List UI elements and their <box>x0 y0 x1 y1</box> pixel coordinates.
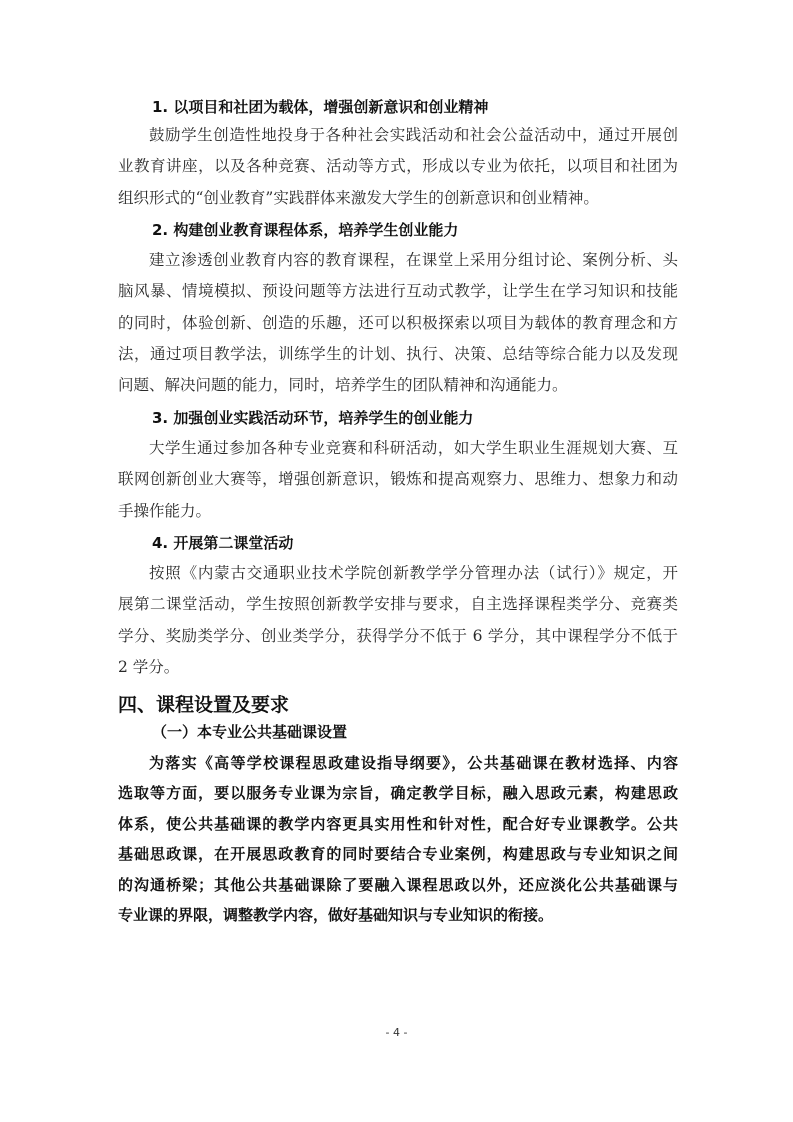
section-paragraph-2 <box>118 245 678 401</box>
paragraph-line: 鼓励学生创造性地投身于各种社会实践活动和社会公益活动中，通过开展创 <box>149 126 678 144</box>
paragraph-line: 法，通过项目教学法，训练学生的计划、执行、决策、总结等综合能力以及发现 <box>118 344 678 363</box>
paragraph-line: 问题、解决问题的能力，同时，培养学生的团队精神和沟通能力。 <box>118 376 568 395</box>
bold-paragraph-line: 基础思政课，在开展思政教育的同时要结合专业案例，构建思政与专业知识之间 <box>118 845 678 864</box>
paragraph-line: 展第二课堂活动，学生按照创新教学安排与要求，自主选择课程类学分、竞赛类 <box>118 595 678 614</box>
bold-paragraph-line: 的沟通桥梁；其他公共基础课除了要融入课程思政以外，还应淡化公共基础课与 <box>118 875 678 894</box>
paragraph-line: 联网创新创业大赛等，增强创新意识，锻炼和提高观察力、思维力、想象力和动 <box>118 470 678 489</box>
paragraph-line: 组织形式的“创业教育”实践群体来激发大学生的创新意识和创业精神。 <box>118 188 599 207</box>
section-heading-1: 1. 以项目和社团为载体，增强创新意识和创业精神 <box>152 98 489 116</box>
section-paragraph-1 <box>118 120 678 214</box>
section-heading-3: 3. 加强创业实践活动环节，培养学生的创业能力 <box>152 409 474 427</box>
paragraph-line: 2 学分。 <box>118 657 180 676</box>
paragraph-line: 学分、奖励类学分、创业类学分，获得学分不低于 6 学分，其中课程学分不低于 <box>118 626 678 645</box>
bold-paragraph-line: 体系，使公共基础课的教学内容更具实用性和针对性，配合好专业课教学。公共 <box>118 814 678 833</box>
paragraph-line: 按照《内蒙古交通职业技术学院创新教学学分管理办法（试行）》规定，开 <box>149 564 678 582</box>
section-heading-4: 4. 开展第二课堂活动 <box>152 534 294 552</box>
chapter-heading: 四、课程设置及要求 <box>118 694 290 716</box>
section-paragraph-4 <box>118 558 678 683</box>
paragraph-line: 手操作能力。 <box>118 501 212 520</box>
paragraph-line: 建立渗透创业教育内容的教育课程，在课堂上采用分组讨论、案例分析、头 <box>149 251 678 269</box>
bold-paragraph-line: 专业课的界限，调整教学内容，做好基础知识与专业知识的衔接。 <box>118 905 554 924</box>
paragraph-line: 大学生通过参加各种专业竞赛和科研活动，如大学生职业生涯规划大赛、互 <box>149 439 678 457</box>
bold-paragraph-line: 选取等方面，要以服务专业课为宗旨，确定教学目标，融入思政元素，构建思政 <box>118 784 678 803</box>
page-number: - 4 - <box>385 1026 408 1039</box>
subsection-heading: （一）本专业公共基础课设置 <box>152 723 348 741</box>
bold-paragraph <box>118 748 678 930</box>
section-heading-2: 2. 构建创业教育课程体系，培养学生创业能力 <box>152 221 459 239</box>
paragraph-line: 业教育讲座，以及各种竞赛、活动等方式，形成以专业为依托，以项目和社团为 <box>118 157 678 176</box>
section-paragraph-3 <box>118 433 678 527</box>
paragraph-line: 的同时，体验创新、创造的乐趣，还可以积极探索以项目为载体的教育理念和方 <box>118 313 678 332</box>
bold-paragraph-line: 为落实《高等学校课程思政建设指导纲要》，公共基础课在教材选择、内容 <box>149 754 678 772</box>
paragraph-line: 脑风暴、情境模拟、预设问题等方法进行互动式教学，让学生在学习知识和技能 <box>118 282 678 301</box>
